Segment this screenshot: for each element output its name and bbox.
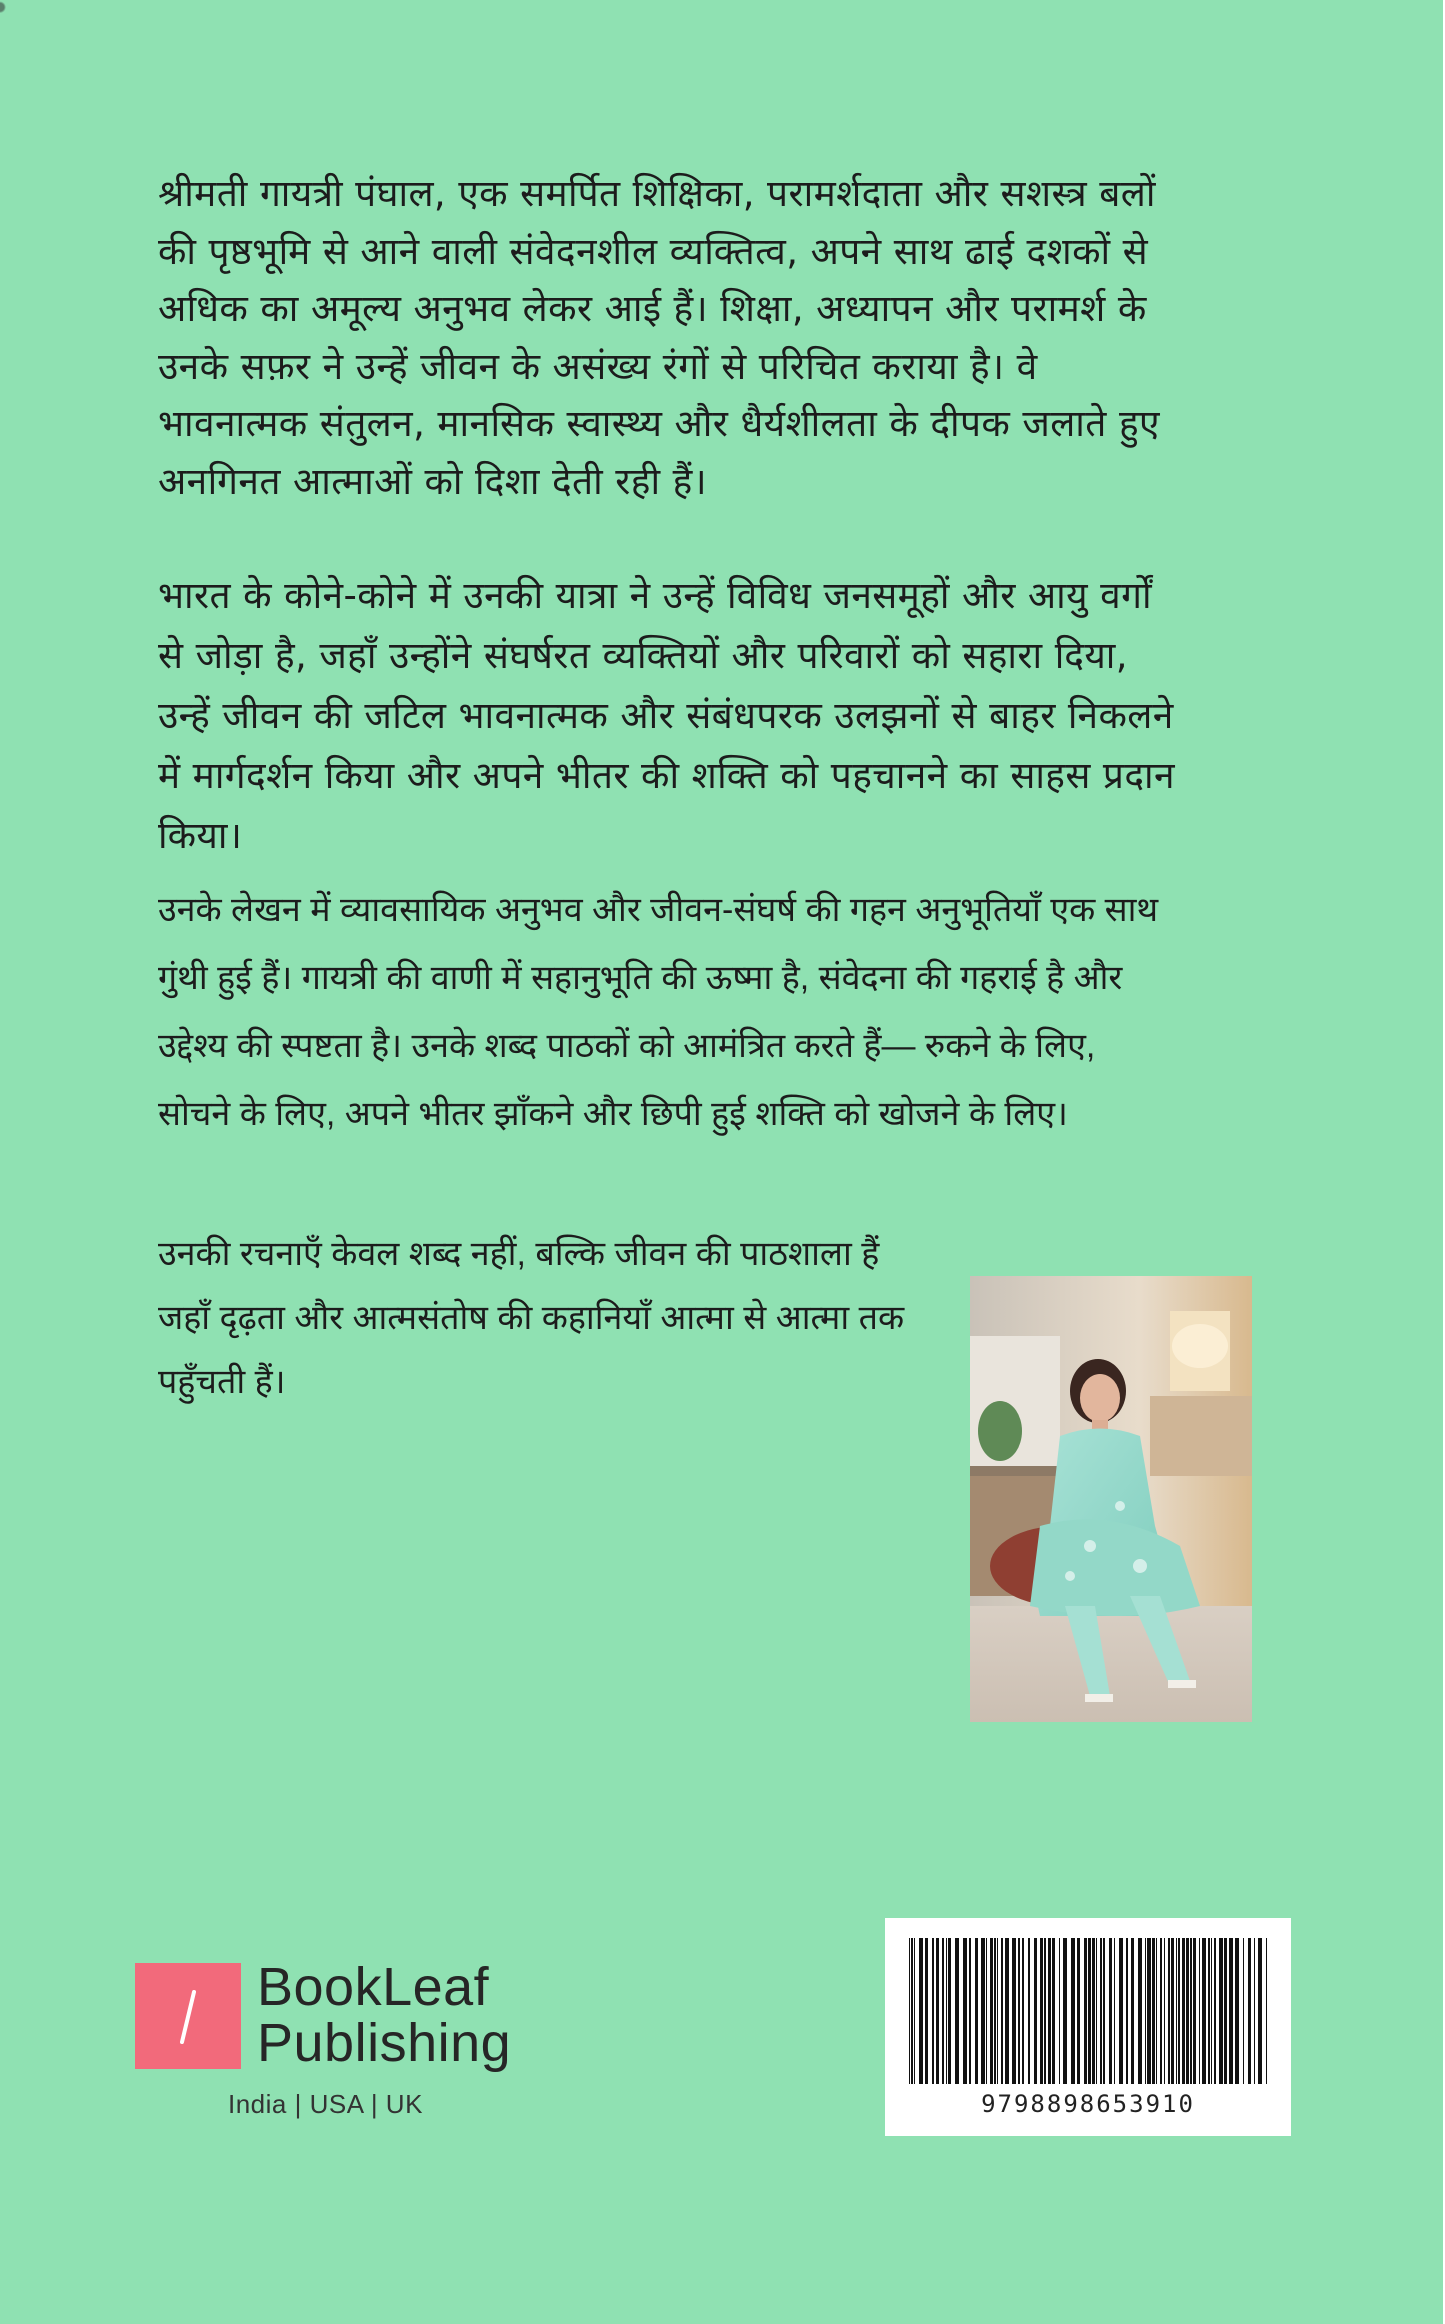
publisher-name-line-2: Publishing (257, 2013, 512, 2073)
publisher-regions: India | USA | UK (228, 2089, 423, 2119)
barcode-bar (1147, 1938, 1151, 2084)
barcode-bar (1243, 1938, 1244, 2084)
barcode-bar (994, 1938, 996, 2084)
barcode-bar (946, 1938, 947, 2084)
barcode-bar (955, 1938, 959, 2084)
barcode-bar (1001, 1938, 1003, 2084)
barcode-bar (1219, 1938, 1223, 2084)
isbn-barcode (885, 1918, 1291, 2136)
barcode-bar (1034, 1938, 1037, 2084)
barcode-bar (1005, 1938, 1009, 2084)
barcode-bar (1214, 1938, 1216, 2084)
barcode-bar (1109, 1938, 1112, 2084)
author-bio-paragraph-1: श्रीमती गायत्री पंघाल, एक समर्पित शिक्षिका, परामर्शदाता और सशस्त्र बलों की पृष्ठभूमि से आने वाली संवेदनशील व्यक्तित्व, अपने साथ ढाई दशकों से अधिक का अमूल्य अनुभव लेकर आई हैं। शिक्षा, अध्यापन और परामर्श के उनके सफ़र ने उन्हें जीवन के असंख्य रंगों से परिचित कराया है। वे भावनात्मक संतुलन, मानसिक स्वास्थ्य और धैर्यशीलता के दीपक जलाते हुए अनगिनत आत्माओं को दिशा देती रही हैं। (158, 172, 1160, 503)
barcode-bar (1164, 1938, 1165, 2084)
barcode-bar (914, 1938, 915, 2084)
barcode-bar (948, 1938, 951, 2084)
publisher-mark (135, 1963, 241, 2069)
barcode-bar (1199, 1938, 1200, 2084)
barcode-bar (1012, 1938, 1016, 2084)
barcode-bar (1096, 1938, 1097, 2084)
barcode-bar (1254, 1938, 1255, 2084)
slash-icon (135, 1963, 241, 2069)
barcode-bar (1092, 1938, 1095, 2084)
author-bio-paragraph-4: उनकी रचनाएँ केवल शब्द नहीं, बल्कि जीवन की पाठशाला हैं जहाँ दृढ़ता और आत्मसंतोष की कहानियाँ आत्मा से आत्मा तक पहुँचती हैं। (158, 1235, 905, 1401)
barcode-bar (1248, 1938, 1251, 2084)
barcode-bar (1152, 1938, 1155, 2084)
barcode-bar (963, 1938, 967, 2084)
barcode-bar (1235, 1938, 1239, 2084)
barcode-bar (1131, 1938, 1134, 2084)
publisher-logo (135, 1957, 535, 2143)
corner-shadow (0, 0, 10, 18)
barcode-bar (1171, 1938, 1174, 2084)
barcode-bar (909, 1938, 910, 2084)
barcode-bar (1114, 1938, 1115, 2084)
barcode-bar (1208, 1938, 1210, 2084)
barcode-bar (1258, 1938, 1262, 2084)
barcode-bar (1202, 1938, 1206, 2084)
barcode-bar (1088, 1938, 1091, 2084)
barcode-bar (1022, 1938, 1024, 2084)
barcode-bar (986, 1938, 987, 2084)
barcode-bar (1071, 1938, 1075, 2084)
barcode-bar (1044, 1938, 1046, 2084)
publisher-name-line-1: BookLeaf (257, 1957, 490, 2017)
barcode-bar (1040, 1938, 1043, 2084)
barcode-bar (925, 1938, 928, 2084)
barcode-bar (1193, 1938, 1196, 2084)
barcode-bar (1266, 1938, 1267, 2084)
barcode-bar (911, 1938, 913, 2084)
barcode-bar (1224, 1938, 1227, 2084)
barcode-bar (1126, 1938, 1128, 2084)
barcode-bar (942, 1938, 944, 2084)
barcode-bar (1028, 1938, 1030, 2084)
barcode-bar (1190, 1938, 1192, 2084)
barcode-bar (1100, 1938, 1102, 2084)
barcode-bar (1178, 1938, 1180, 2084)
barcode-bar (1048, 1938, 1051, 2084)
barcode-bar (1103, 1938, 1105, 2084)
barcode-bar (1018, 1938, 1020, 2084)
barcode-bar (932, 1938, 934, 2084)
author-bio-paragraph-2: भारत के कोने-कोने में उनकी यात्रा ने उन्हें विविध जनसमूहों और आयु वर्गों से जोड़ा है, जहाँ उन्होंने संघर्षरत व्यक्तियों और परिवारों को सहारा दिया, उन्हें जीवन की जटिल भावनात्मक और संबंधपरक उलझनों से बाहर निकलने में मार्गदर्शन किया और अपने भीतर की शक्ति को पहचानने का साहस प्रदान किया। (158, 574, 1175, 857)
author-bio-paragraph-3: उनके लेखन में व्यावसायिक अनुभव और जीवन-संघर्ष की गहन अनुभूतियाँ एक साथ गुंथी हुई हैं। गायत्री की वाणी में सहानुभूति की ऊष्मा है, संवेदना की गहराई है और उद्देश्य की स्पष्टता है। उनके शब्द पाठकों को आमंत्रित करते हैं— रुकने के लिए, सोचने के लिए, अपने भीतर झाँकने और छिपी हुई शक्ति को खोजने के लिए। (158, 891, 1159, 1133)
barcode-bar (1119, 1938, 1123, 2084)
barcode-bar (919, 1938, 923, 2084)
barcode-bar (1063, 1938, 1067, 2084)
barcode-bar (1168, 1938, 1170, 2084)
barcode-bar (975, 1938, 978, 2084)
barcode-bar (936, 1938, 939, 2084)
barcode-bar (1077, 1938, 1080, 2084)
barcode-bars (905, 1938, 1271, 2088)
barcode-bar (1138, 1938, 1142, 2084)
barcode-bar (1160, 1938, 1162, 2084)
barcode-bar (1186, 1938, 1189, 2084)
barcode-bar (1211, 1938, 1212, 2084)
barcode-bar (969, 1938, 971, 2084)
barcode-bar (1145, 1938, 1146, 2084)
barcode-bar (981, 1938, 985, 2084)
barcode-bar (1084, 1938, 1087, 2084)
barcode-bar (1182, 1938, 1185, 2084)
barcode-bar (997, 1938, 998, 2084)
barcode-bar (1156, 1938, 1157, 2084)
author-photo-illustration (970, 1276, 1252, 1722)
author-photo (970, 1276, 1252, 1722)
barcode-bar (1059, 1938, 1060, 2084)
barcode-bar (1176, 1938, 1177, 2084)
barcode-bar (1229, 1938, 1233, 2084)
barcode-number: 9798898653910 (981, 2090, 1195, 2118)
barcode-bar (1052, 1938, 1055, 2084)
barcode-bar (990, 1938, 993, 2084)
